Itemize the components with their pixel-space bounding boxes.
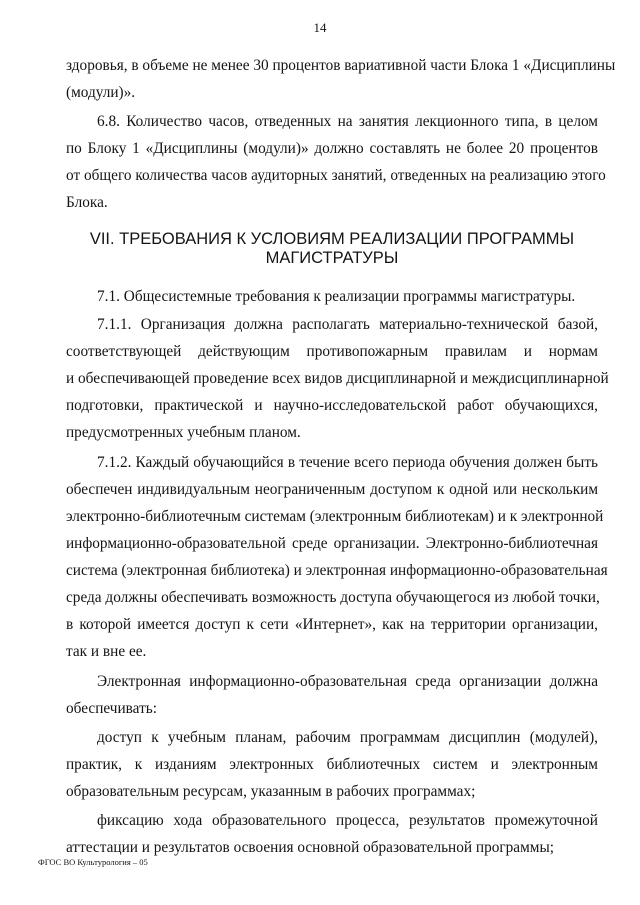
- paragraph-4-line: соответствующей действующим противопожарным правилам и нормам: [66, 343, 598, 360]
- paragraph-1-line: здоровья, в объеме не менее 30 процентов вариативной части Блока 1 «Дисциплины: [66, 57, 616, 74]
- paragraph-6-line: Электронная информационно-образовательная среда организации должна: [97, 673, 598, 690]
- paragraph-5-line: электронно-библиотечным системам (электронным библиотекам) и к электронной: [66, 508, 604, 525]
- paragraph-5-line: так и вне ее.: [66, 643, 147, 660]
- paragraph-8-line: фиксацию хода образовательного процесса, результатов промежуточной: [97, 812, 598, 829]
- paragraph-4-line: и обеспечивающей проведение всех видов дисциплинарной и междисциплинарной: [66, 370, 609, 387]
- paragraph-2-line: от общего количества часов аудиторных занятий, отведенных на реализацию этого: [66, 167, 606, 184]
- paragraph-3-line: 7.1. Общесистемные требования к реализации программы магистратуры.: [97, 288, 576, 305]
- page-number: 14: [313, 20, 327, 35]
- paragraph-6-line: обеспечивать:: [66, 700, 157, 717]
- paragraph-1-line: (модули)».: [66, 84, 136, 101]
- paragraph-5-line: система (электронная библиотека) и электронная информационно-образовательная: [66, 562, 608, 579]
- footer-label: ФГОС ВО Культурология – 05: [38, 857, 148, 867]
- section-heading-line1: VII. ТРЕБОВАНИЯ К УСЛОВИЯМ РЕАЛИЗАЦИИ ПРОГРАММЫ: [89, 230, 575, 248]
- paragraph-5-line: обеспечен индивидуальным неограниченным доступом к одной или нескольким: [66, 481, 598, 498]
- paragraph-2-line: Блока.: [66, 194, 108, 211]
- paragraph-8-line: аттестации и результатов освоения основной образовательной программы;: [66, 839, 554, 856]
- paragraph-4-line: 7.1.1. Организация должна располагать материально-технической базой,: [97, 316, 598, 333]
- paragraph-7-line: доступ к учебным планам, рабочим программам дисциплин (модулей),: [97, 729, 598, 746]
- paragraph-2-line: 6.8. Количество часов, отведенных на занятия лекционного типа, в целом: [97, 113, 598, 130]
- paragraph-5-line: информационно-образовательной среде организации. Электронно-библиотечная: [66, 535, 598, 552]
- paragraph-5-line: 7.1.2. Каждый обучающийся в течение всего периода обучения должен быть: [97, 454, 598, 471]
- paragraph-5-line: в которой имеется доступ к сети «Интернет», как на территории организации,: [66, 616, 598, 633]
- paragraph-4-line: подготовки, практической и научно-исследовательской работ обучающихся,: [66, 397, 598, 414]
- section-heading-line2: МАГИСТРАТУРЫ: [265, 249, 399, 267]
- paragraph-5-line: среда должны обеспечивать возможность доступа обучающегося из любой точки,: [66, 589, 600, 606]
- paragraph-4-line: предусмотренных учебным планом.: [66, 424, 301, 441]
- paragraph-2-line: по Блоку 1 «Дисциплины (модули)» должно составлять не более 20 процентов: [66, 140, 598, 157]
- paragraph-7-line: образовательным ресурсам, указанным в рабочих программах;: [66, 783, 476, 800]
- paragraph-7-line: практик, к изданиям электронных библиотечных систем и электронным: [66, 756, 598, 773]
